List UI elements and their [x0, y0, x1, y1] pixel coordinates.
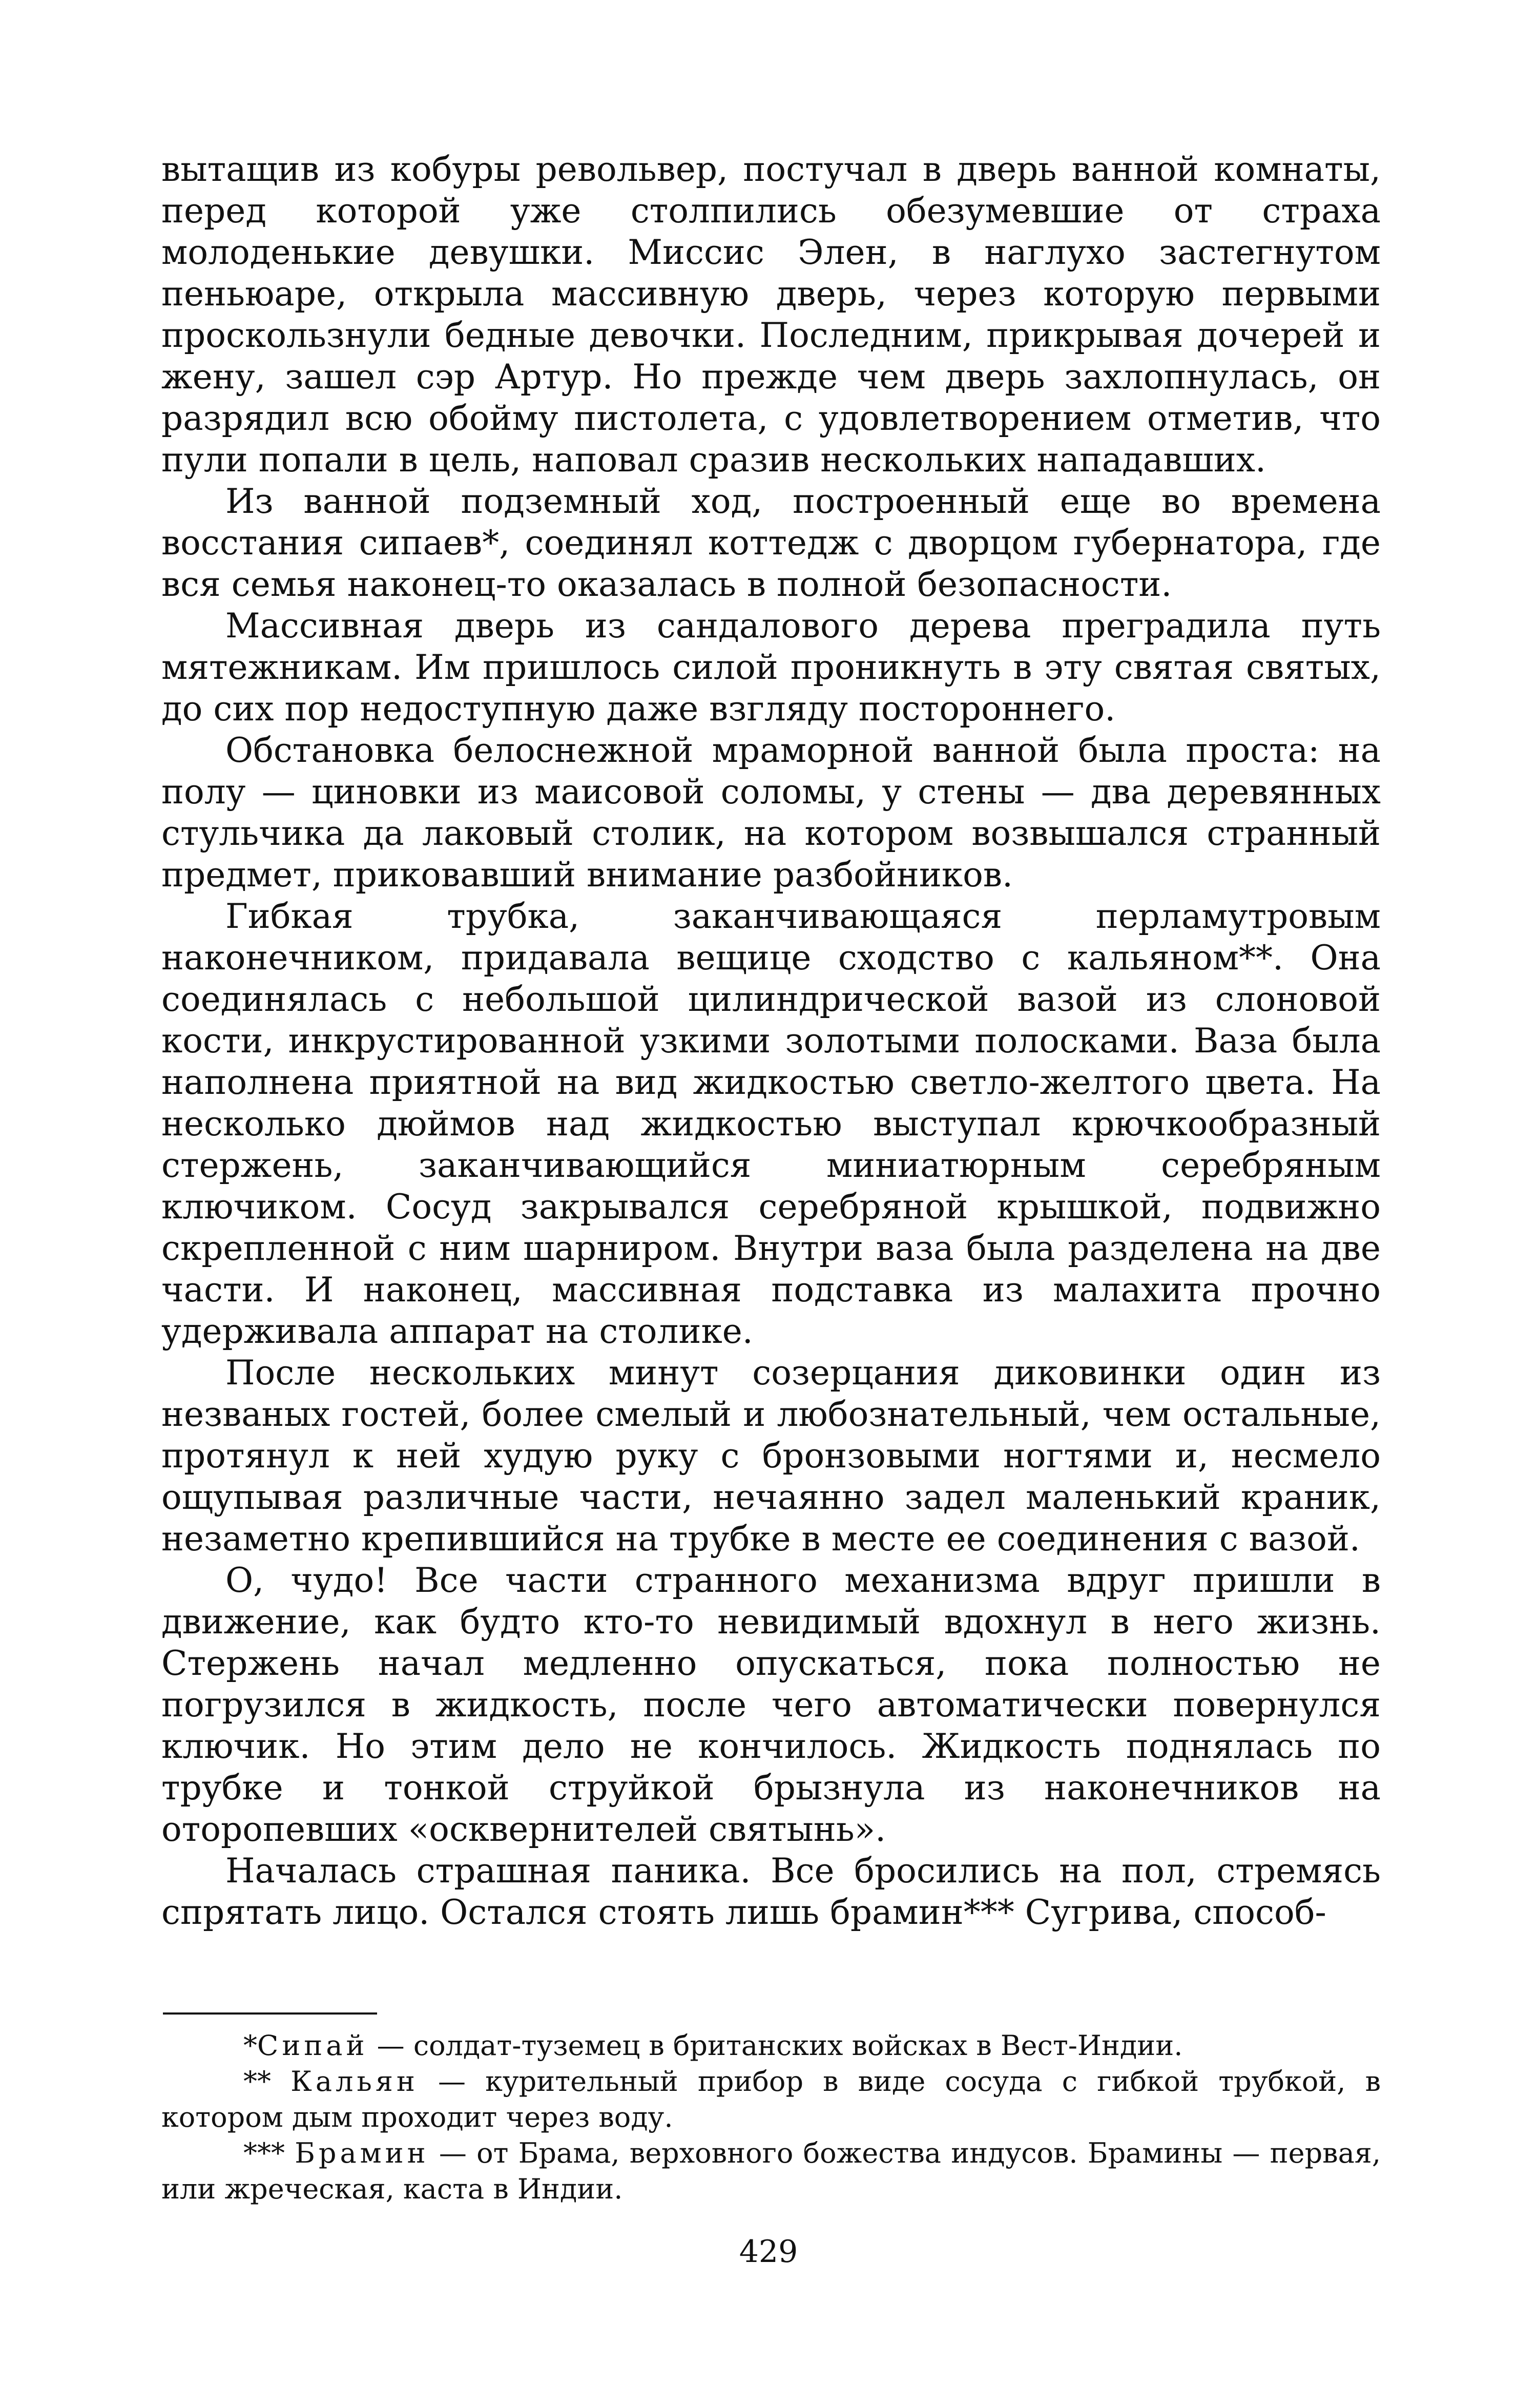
footnote-mark: **	[243, 2065, 271, 2098]
footnote-term: Сипай	[257, 2029, 368, 2062]
footnote-text: — курительный прибор в виде сосуда с гибкой трубкой, в котором дым проходит через воду.	[161, 2065, 1381, 2133]
footnote-text: — солдат-туземец в британских войсках в Вест-Индии.	[368, 2029, 1183, 2062]
footnote-term: Кальян	[290, 2065, 419, 2098]
paragraph: О, чудо! Все части странного механизма вдруг пришли в движение, как будто кто-то невидимый вдохнул в него жизнь. Стержень начал медленно опускаться, пока полностью не погрузился в жидкость, после чего автоматически повернулся ключик. Но этим дело не кончилось. Жидкость поднялась по трубке и тонкой струйкой брызнула из наконечников на оторопевших «осквернителей святынь».	[161, 1561, 1381, 1849]
paragraph: После нескольких минут созерцания диковинки один из незваных гостей, более смелый и любознательный, чем остальные, протянул к ней худую руку с бронзовыми ногтями и, несмело ощупывая различные части, нечаянно задел маленький краник, незаметно крепившийся на трубке в месте ее соединения с вазой.	[161, 1353, 1381, 1559]
footnotes	[161, 2028, 1381, 2207]
footnote-mark: ***	[243, 2137, 285, 2169]
footnote	[161, 2028, 1381, 2064]
footnote	[161, 2064, 1381, 2135]
footnote	[161, 2135, 1381, 2207]
footnote-mark: *	[243, 2029, 257, 2062]
paragraph: Массивная дверь из сандалового дерева преградила путь мятежникам. Им пришлось силой проникнуть в эту святая святых, до сих пор недоступную даже взгляду постороннего.	[161, 606, 1381, 729]
paragraph: вытащив из кобуры револьвер, постучал в дверь ванной комнаты, перед которой уже столпились обезумевшие от страха молоденькие девушки. Миссис Элен, в наглухо застегнутом пеньюаре, открыла массивную дверь, через которую первыми проскользнули бедные девочки. Последним, прикрывая дочерей и жену, зашел сэр Артур. Но прежде чем дверь захлопнулась, он разрядил всю обойму пистолета, с удовлетворением отметив, что пули попали в цель, наповал сразив нескольких нападавших.	[161, 150, 1381, 480]
paragraph: Обстановка белоснежной мраморной ванной была проста: на полу — циновки из маисовой соломы, у стены — два деревянных стульчика да лаковый столик, на котором возвышался странный предмет, приковавший внимание разбойников.	[161, 731, 1381, 895]
footnote-text: — от Брама, верховного божества индусов. Брамины — первая, или жреческая, каста в Индии.	[161, 2137, 1381, 2205]
footnote-term: Брамин	[295, 2137, 429, 2169]
paragraph: Гибкая трубка, заканчивающаяся перламутровым наконечником, придавала вещице сходство с кальяном**. Она соединялась с небольшой цилиндрической вазой из слоновой кости, инкрустированной узкими золотыми полосками. Ваза была наполнена приятной на вид жидкостью светло-желтого цвета. На несколько дюймов над жидкостью выступал крючкообразный стержень, заканчивающийся миниатюрным серебряным ключиком. Сосуд закрывался серебряной крышкой, подвижно скрепленной с ним шарниром. Внутри ваза была разделена на две части. И наконец, массивная подставка из малахита прочно удерживала аппарат на столике.	[161, 897, 1381, 1351]
page-number: 429	[739, 2234, 798, 2270]
footnote-separator	[163, 2012, 377, 2015]
paragraph: Началась страшная паника. Все бросились на пол, стремясь спрятать лицо. Остался стоять лишь брамин*** Сугрива, способ-	[161, 1851, 1381, 1932]
paragraph: Из ванной подземный ход, построенный еще во времена восстания сипаев*, соединял коттедж с дворцом губернатора, где вся семья наконец-то оказалась в полной безопасности.	[161, 482, 1381, 604]
main-text	[161, 149, 1381, 1933]
